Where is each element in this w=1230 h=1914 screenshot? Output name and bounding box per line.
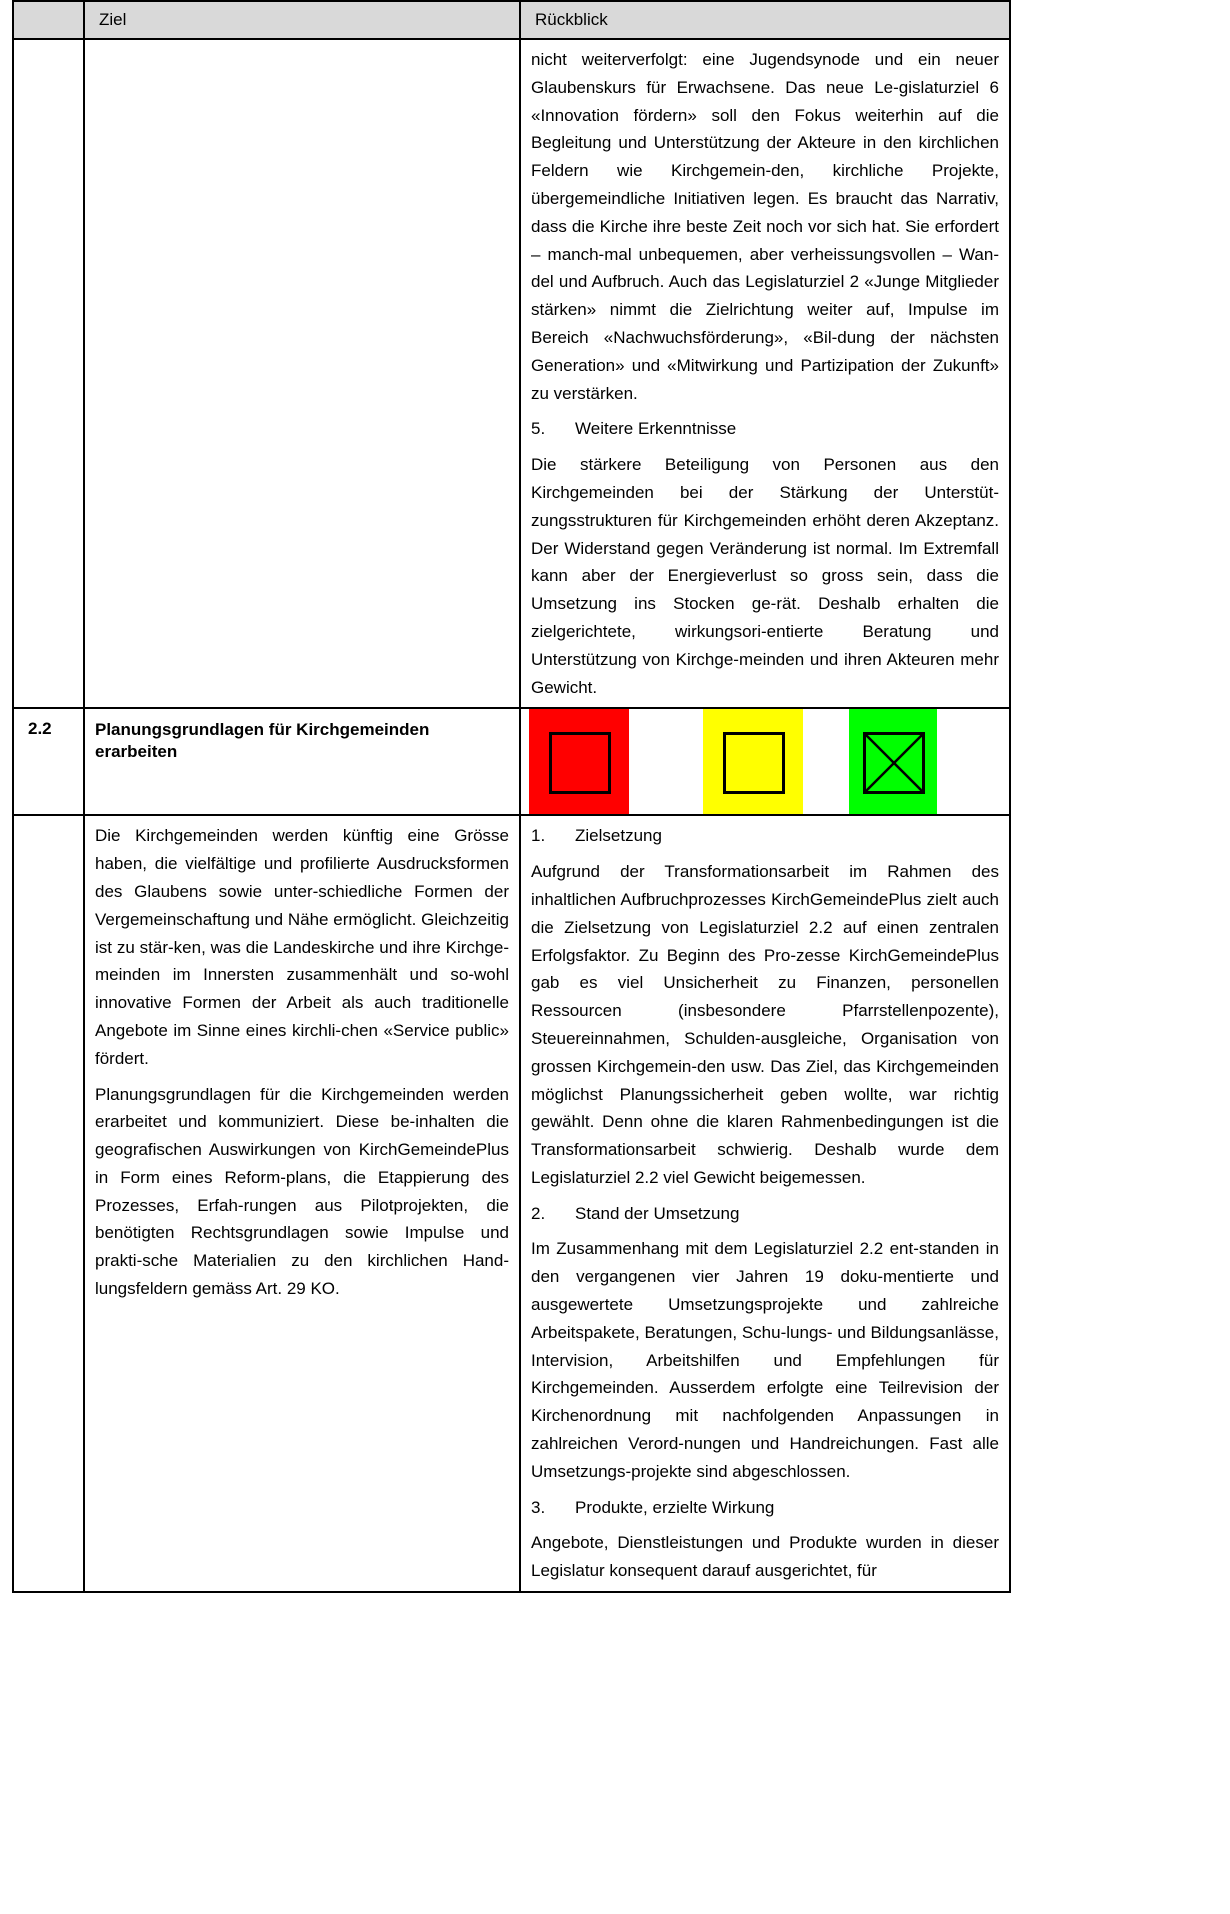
goal-paragraph: Planungsgrundlagen für die Kirchgemeinden werden erarbeitet und kommuniziert. Diese be-inhalten die geografischen Auswirkungen von KirchGemeindePlus in Form eines Reform-plans, die Etappierung des Prozesses, Erfah-rungen aus Pilotprojekten, die benötigten Rechtsgrundlagen sowie Impulse und prakti-sche Materialien zu den kirchlichen Hand-lungsfeldern gemäss Art. 29 KO.: [95, 1084, 509, 1299]
row3-goal-cell: [84, 815, 520, 1592]
item-number: 5.: [531, 419, 546, 439]
header-goal-cell: [84, 1, 520, 39]
checked-cross-icon: [866, 735, 922, 791]
rating-green-checkbox: [863, 732, 925, 794]
table-header-row: [13, 1, 1010, 39]
row1-goal-cell: [84, 39, 520, 708]
header-review-label: Rückblick: [535, 10, 608, 29]
rating-red-swatch: [529, 709, 629, 814]
row3-review-cell: [520, 815, 1010, 1592]
review-paragraph: Aufgrund der Transformationsarbeit im Rahmen des inhaltlichen Aufbruchprozesses KirchGemeindePlus zielt auch die Zielsetzung von Legislaturziel 2.2 auf einen zentralen Erfolgsfaktor. Zu Beginn des Pro-zesse KirchGemeindePlus gab es viel Unsicherheit zu Finanzen, personellen Ressourcen (insbesondere Pfarrstellenpozente), Steuereinnahmen, Schulden-ausgleiche, Organisation von grossen Kirchgemein-den usw. Das Ziel, das Kirchgemeinden möglichst Planungssicherheit geben wollte, war richtig gewählt. Denn ohne die klaren Rahmenbedingungen ist die Transformationsarbeit schwierig. Deshalb wurde dem Legislaturziel 2.2 viel Gewicht beigemessen.: [531, 862, 999, 1187]
item-title: Produkte, erzielte Wirkung: [575, 1497, 775, 1517]
section-id-cell: [13, 708, 84, 815]
header-goal-label: Ziel: [99, 10, 127, 29]
row3-id-cell: [13, 815, 84, 1592]
section-rating-cell: [520, 708, 1010, 815]
review-paragraph: Im Zusammenhang mit dem Legislaturziel 2.2 ent-standen in den vergangenen vier Jahren 19 doku-mentierte und ausgewertete Umsetzungsprojekte und zahlreiche Arbeitspakete, Beratungen, Schu-lungs- und Bildungsanlässe, Intervision, Arbeitshilfen und Empfehlungen für Kirchgemeinden. Ausserdem erfolgte eine Teilrevision der Kirchenordnung mit nachfolgenden Anpassungen in zahlreichen Verord-nungen und Handreichungen. Fast alle Umsetzungs-projekte sind abgeschlossen.: [531, 1239, 999, 1481]
review-paragraph: nicht weiterverfolgt: eine Jugendsynode und ein neuer Glaubenskurs für Erwachsene. Das neue Le-gislaturziel 6 «Innovation fördern» soll den Fokus weiterhin auf die Begleitung und Unterstützung der Akteure in den kirchlichen Feldern wie Kirchgemein-den, kirchliche Projekte, übergemeindliche Initiativen legen. Es braucht das Narrativ, dass die Kirche ihre beste Zeit noch vor sich hat. Sie erfordert – manch-mal unbequemen, aber verheissungsvollen – Wan-del und Aufbruch. Auch das Legislaturziel 2 «Junge Mitglieder stärken» nimmt die Zielrichtung weiter auf, Impulse im Bereich «Nachwuchsförderung», «Bil-dung der nächsten Generation» und «Mitwirkung und Partizipation der Zukunft» zu verstärken.: [531, 50, 999, 403]
section-title-cell: [84, 708, 520, 815]
review-item-heading: [531, 822, 999, 850]
review-paragraph: Angebote, Dienstleistungen und Produkte wurden in dieser Legislatur konsequent darauf ausgerichtet, für: [531, 1533, 999, 1581]
row1-review-cell: [520, 39, 1010, 708]
table-row-section: [13, 708, 1010, 815]
item-number: 3.: [531, 1497, 546, 1517]
review-table: [12, 0, 1011, 1593]
item-number: 2.: [531, 1203, 546, 1223]
rating-traffic-light: [521, 709, 1009, 814]
item-title: Weitere Erkenntnisse: [575, 419, 737, 439]
rating-yellow-checkbox: [723, 732, 785, 794]
goal-paragraph: Die Kirchgemeinden werden künftig eine Grösse haben, die vielfältige und profilierte Ausdrucksformen des Glaubens sowie unter-schiedliche Formen der Vergemeinschaftung und Nähe ermöglicht. Gleichzeitig ist zu stär-ken, was die Landeskirche und ihre Kirchge-meinden im Innersten zusammenhält und so-wohl innovative Formen der Arbeit als auch traditionelle Angebote im Sinne eines kirchli-chen «Service public» fördert.: [95, 826, 509, 1068]
table-row-content: [13, 815, 1010, 1592]
item-number: 1.: [531, 826, 546, 846]
row1-id-cell: [13, 39, 84, 708]
rating-yellow-swatch: [703, 709, 803, 814]
section-id: 2.2: [28, 719, 52, 739]
table-row-continuation: [13, 39, 1010, 708]
review-paragraph: Die stärkere Beteiligung von Personen aus den Kirchgemeinden bei der Stärkung der Unterstüt-zungsstrukturen für Kirchgemeinden erhöht deren Akzeptanz. Der Widerstand gegen Veränderung ist normal. Im Extremfall kann aber der Energieverlust so gross sein, dass die Umsetzung ins Stocken ge-rät. Deshalb erhalten die zielgerichtete, wirkungsori-entierte Beratung und Unterstützung von Kirchge-meinden und ihren Akteuren mehr Gewicht.: [531, 455, 999, 697]
review-item-heading: [531, 1200, 999, 1228]
header-blank-cell: [13, 1, 84, 39]
review-item-heading: [531, 415, 999, 443]
review-item-heading: [531, 1494, 999, 1522]
header-review-cell: [520, 1, 1010, 39]
item-title: Stand der Umsetzung: [575, 1203, 740, 1223]
item-title: Zielsetzung: [575, 826, 662, 846]
rating-green-swatch: [849, 709, 937, 814]
rating-red-checkbox: [549, 732, 611, 794]
section-title: Planungsgrundlagen für Kirchgemeinden erarbeiten: [95, 720, 430, 762]
